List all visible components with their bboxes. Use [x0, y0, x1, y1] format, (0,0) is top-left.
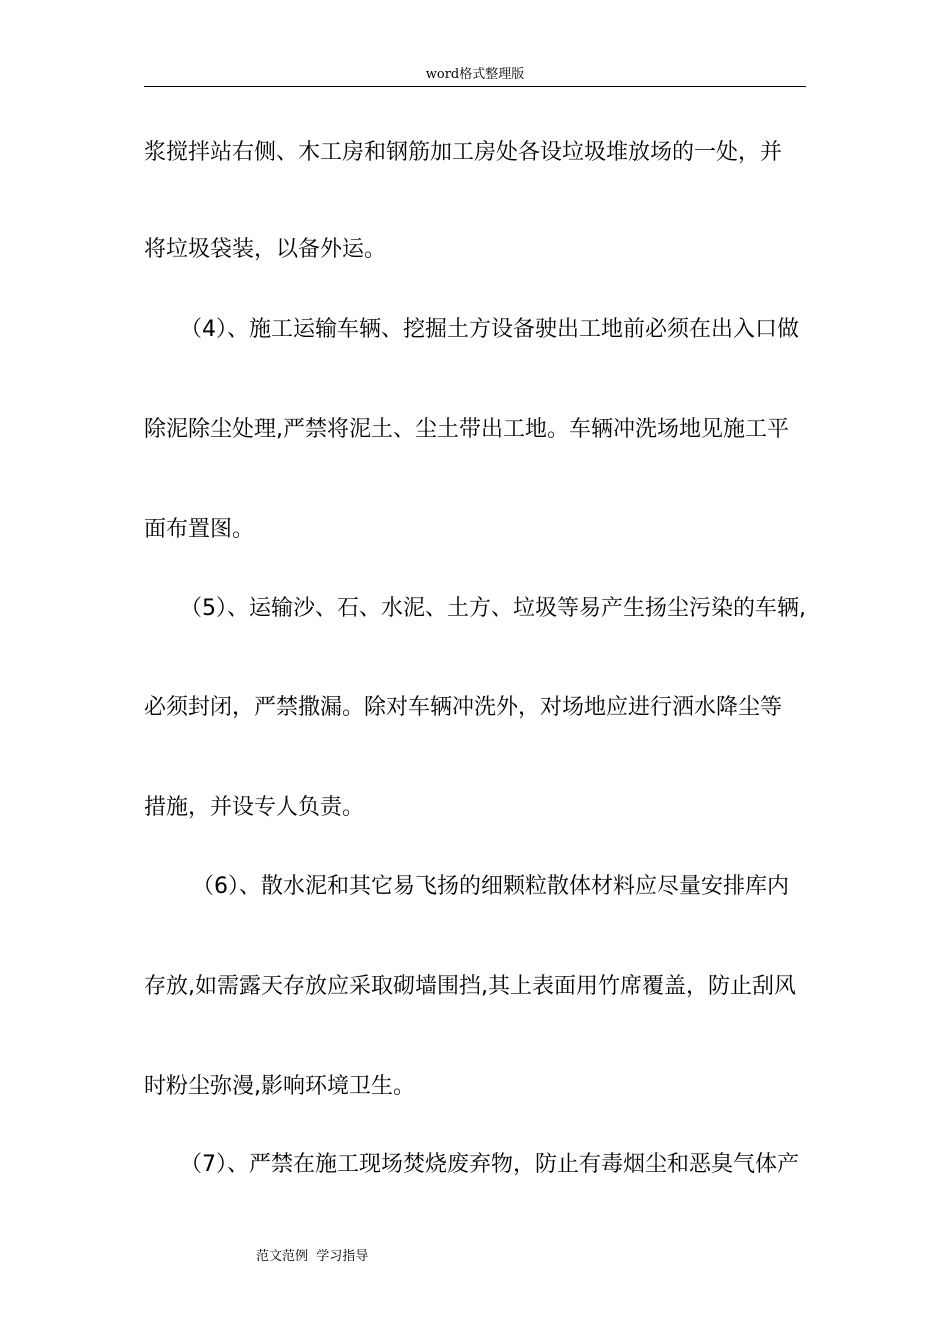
body-line-8: 措施，并设专人负责。: [144, 795, 365, 820]
header-rule: [144, 86, 806, 87]
body-line-11: 时粉尘弥漫,影响环境卫生。: [144, 1074, 415, 1099]
body-line-7: 必须封闭，严禁撒漏。除对车辆冲洗外，对场地应进行洒水降尘等: [144, 695, 783, 720]
page-footer: 范文范例 学习指导: [256, 1249, 369, 1264]
body-line-5: 面布置图。: [144, 517, 255, 542]
body-line-6: （5）、运输沙、石、水泥、土方、垃圾等易产生扬尘污染的车辆,: [180, 596, 806, 621]
body-line-2: 将垃圾袋装，以备外运。: [144, 237, 387, 262]
body-line-3: （4）、施工运输车辆、挖掘土方设备驶出工地前必须在出入口做: [180, 317, 799, 342]
body-line-10: 存放,如需露天存放应采取砌墙围挡,其上表面用竹席覆盖，防止刮风: [144, 974, 796, 999]
body-line-12: （7）、严禁在施工现场焚烧废弃物，防止有毒烟尘和恶臭气体产: [180, 1152, 799, 1177]
body-line-1: 浆搅拌站右侧、木工房和钢筋加工房处各设垃圾堆放场的一处，并: [144, 140, 783, 165]
body-line-9: （6）、散水泥和其它易飞扬的细颗粒散体材料应尽量安排库内: [192, 874, 789, 899]
body-line-4: 除泥除尘处理,严禁将泥土、尘土带出工地。车辆冲洗场地见施工平: [144, 417, 789, 442]
page-header: word格式整理版: [425, 67, 525, 82]
